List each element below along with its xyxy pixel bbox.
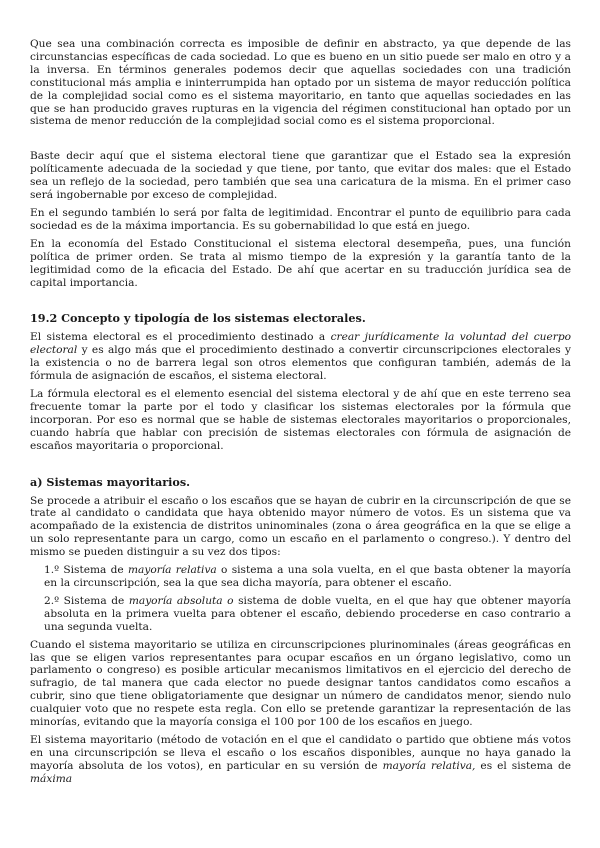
type-1-after: o sistema a una sola vuelta, en el que basta obtener la mayoría en la circunscripción, sea la que sea dicha mayoría, para obtener el escaño. — [44, 564, 571, 589]
section-heading: 19.2 Concepto y tipología de los sistemas electorales. — [30, 311, 366, 326]
plurinominal-paragraph: Cuando el sistema mayoritario se utiliza en circunscripciones plurinominales (áreas geográficas en las que se eligen varios representantes para ocupar escaños en un órgano legislativo, como un parlamento o congreso) es posible articular mecanismos limitativos en el ejercicio del derecho de sufragio, de tal manera que cada elector no puede designar tantos candidatos como escaños a cubrir, sino que tiene obligatoriamente que designar un número de candidatos menor, siendo nulo cualquier voto que no respete esta regla. Con ello se pretende garantizar la representación de las minorías, evitando que la mayoría consiga el 100 por 100 de los escaños en juego. — [30, 638, 571, 729]
concept-paragraph — [30, 331, 571, 383]
final-before: El sistema mayoritario (método de votación en el que el candidato o partido que obtiene más votos en una circunscripción se lleva el escaño o los escaños disponibles, aunque no haya ganado la mayoría absoluta de los votos), en particular en su versión de — [30, 733, 571, 772]
final-middle: es el sistema de — [475, 759, 571, 772]
final-italic-1: mayoría relativa, — [382, 759, 476, 772]
paragraph-3: En el segundo también lo será por falta de legitimidad. Encontrar el punto de equilibrio para cada sociedad es de la máxima importancia. Es su gobernabilidad lo que está en juego. — [30, 206, 571, 232]
type-1-item — [30, 564, 571, 590]
concept-text-after: y es algo más que el procedimiento destinado a convertir circunscripciones electorales y la existencia o no de barrera legal son otros elementos que configuran también, además de la fórmula de asignación de escaños, el sistema electoral. — [30, 344, 571, 383]
majority-intro-paragraph: Se procede a atribuir el escaño o los escaños que se hayan de cubrir en la circunscripción de que se trate al candidato o candidata que haya obtenido mayor número de votos. Es un sistema que va acompañado de la existencia de distritos uninominales (zona o área geográfica en la que se elige a un solo representante para un cargo, como un escaño en el parlamento o congreso.). Y dentro del mismo se pueden distinguir a su vez dos tipos: — [30, 494, 571, 559]
paragraph-2: Baste decir aquí que el sistema electoral tiene que garantizar que el Estado sea la expresión políticamente adecuada de la sociedad y que tiene, por tanto, que evitar dos males: que el Estado sea un reflejo de la sociedad, pero también que sea una caricatura de la misma. En el primer caso será ingobernable por exceso de complejidad. — [30, 150, 571, 202]
type-2-italic: mayoría absoluta o — [128, 594, 234, 607]
final-italic-2: máxima — [30, 772, 73, 785]
type-1-italic: mayoría relativa — [127, 564, 217, 577]
paragraph-4: En la economía del Estado Constitucional el sistema electoral desempeña, pues, una función política de primer orden. Se trata al mismo tiempo de la expresión y la garantía tanto de la legitimidad como de la eficacia del Estado. De ahí que acertar en su traducción jurídica sea de capital importancia. — [30, 237, 571, 289]
type-2-item — [30, 595, 571, 634]
concept-text-italic: crear jurídicamente la voluntad del cuerpo electoral — [30, 331, 571, 357]
subsection-heading: a) Sistemas mayoritarios. — [30, 474, 191, 489]
type-2-after: sistema de doble vuelta, en el que hay que obtener mayoría absoluta en la primera vuelta para obtener el escaño, debiendo procederse en caso contrario a una segunda vuelta. — [44, 594, 571, 633]
formula-paragraph: La fórmula electoral es el elemento esencial del sistema electoral y de ahí que en este terreno sea frecuente tomar la parte por el todo y clasificar los sistemas electorales por la fórmula que incorporan. Por eso es normal que se hable de sistemas electorales mayoritarios o proporcionales, cuando habría que hablar con precisión de sistemas electorales con fórmula de asignación de escaños mayoritaria o proporcional. — [30, 388, 571, 452]
concept-text-before: El sistema electoral es el procedimiento destinado a — [30, 331, 331, 344]
final-paragraph — [30, 734, 571, 786]
type-1-before: 1.º Sistema de — [44, 564, 128, 577]
intro-paragraph: Que sea una combinación correcta es imposible de definir en abstracto, ya que depende de las circunstancias específicas de cada sociedad. Lo que es bueno en un sitio puede ser malo en otro y a la inversa. En términos generales podemos decir que aquellas sociedades con una tradición constitucional más amplia e ininterrumpida han optado por un sistema de mayor reducción política de la complejidad social como es el sistema mayoritario, en tanto que aquellas sociedades en las que se han producido graves rupturas en la vigencia del régimen constitucional han optado por un sistema de menor reducción de la complejidad social como es el sistema proporcional. — [30, 38, 571, 128]
type-2-before: 2.º Sistema de — [44, 594, 129, 607]
